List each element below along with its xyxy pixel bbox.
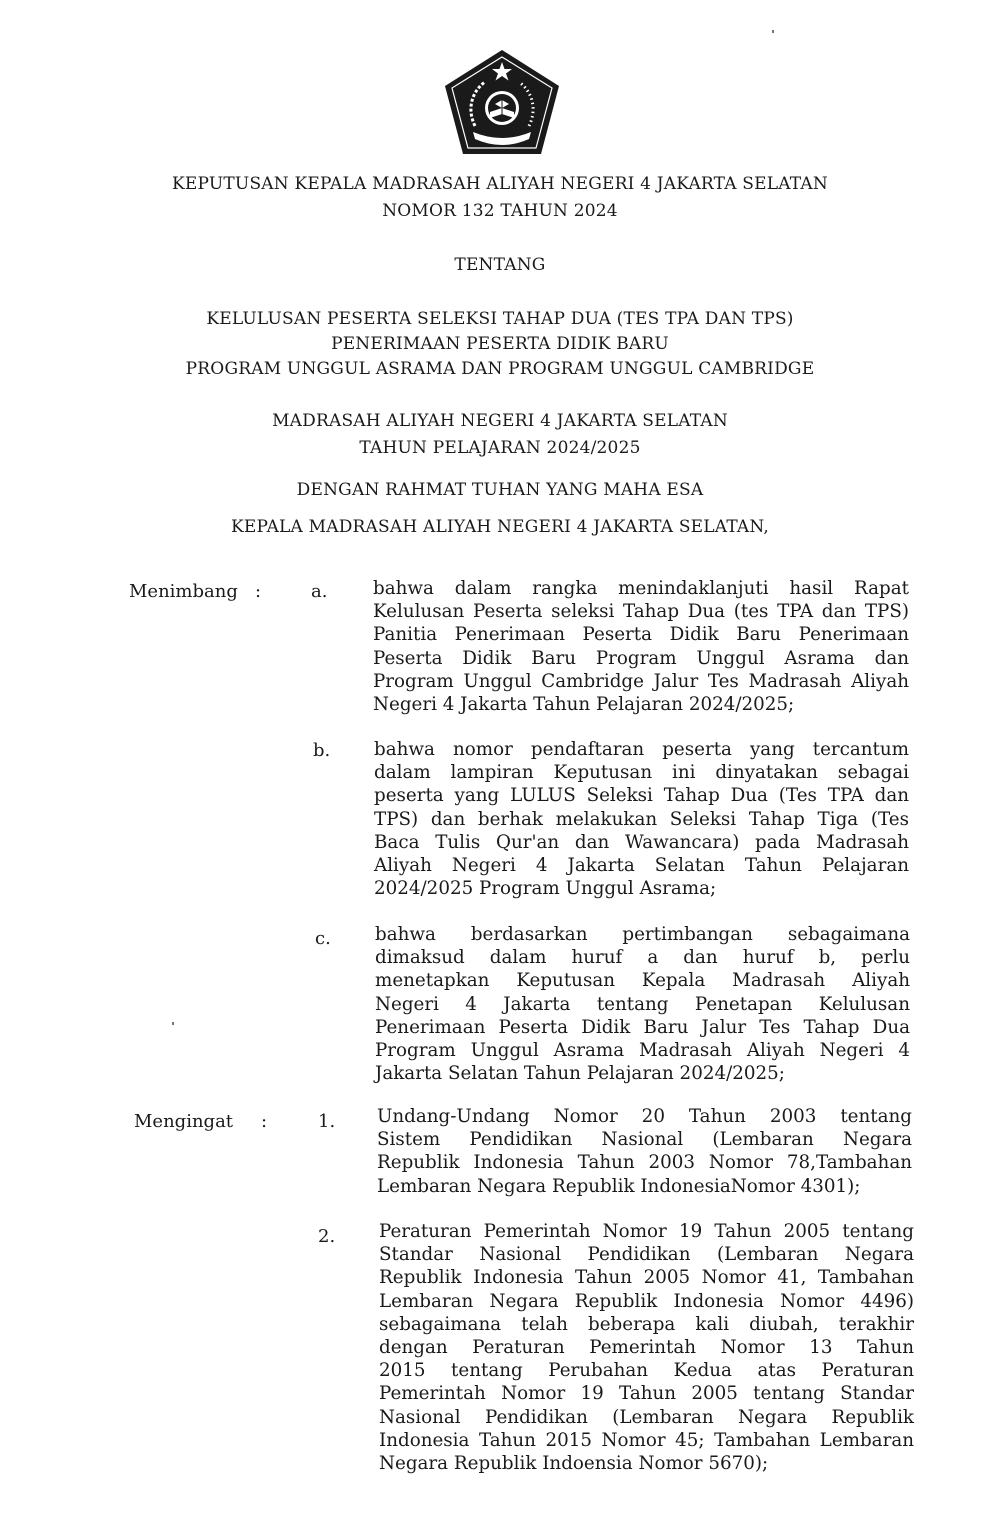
text-line: Sistem Pendidikan Nasional (Lembaran Negara (377, 1129, 912, 1151)
menimbang-item-c (375, 923, 910, 1085)
mengingat-label: Mengingat (134, 1111, 234, 1132)
text-line: Negeri 4 Jakarta Tahun Pelajaran 2024/2025; (373, 694, 795, 716)
text-line: Peserta Didik Baru Program Unggul Asrama dan (373, 647, 909, 669)
text-line: dimaksud dalam huruf a dan huruf b, perlu (375, 947, 910, 969)
text-line: Jakarta Selatan Tahun Pelajaran 2024/2025; (375, 1063, 785, 1085)
text-line: bahwa berdasarkan pertimbangan sebagaimana (375, 924, 910, 945)
menimbang-item-a (373, 577, 909, 716)
mengingat-colon: : (261, 1111, 268, 1132)
text-line: Negeri 4 Jakarta tentang Penetapan Kelulusan (375, 993, 910, 1015)
text-line: 2024/2025 Program Unggul Asrama; (374, 878, 717, 900)
text-line: Program Unggul Cambridge Jalur Tes Madrasah Aliyah (373, 670, 909, 692)
invocation-line: DENGAN RAHMAT TUHAN YANG MAHA ESA (296, 480, 704, 500)
text-line: Negara Republik Indoensia Nomor 5670); (379, 1453, 769, 1475)
school-name: MADRASAH ALIYAH NEGERI 4 JAKARTA SELATAN (272, 411, 728, 431)
text-line: sebagaimana telah beberapa kali diubah, terakhir (379, 1313, 914, 1335)
item-marker: a. (311, 581, 328, 602)
mengingat-item-2 (379, 1220, 914, 1475)
kementerian-agama-emblem-icon (443, 48, 561, 156)
text-line: Republik Indonesia Tahun 2003 Nomor 78,Tambahan (377, 1152, 912, 1174)
text-line: menetapkan Keputusan Kepala Madrasah Aliyah (375, 970, 910, 992)
decree-title: KEPUTUSAN KEPALA MADRASAH ALIYAH NEGERI 4 JAKARTA SELATAN (172, 174, 828, 194)
tentang-heading: TENTANG (454, 255, 546, 275)
text-line: Aliyah Negeri 4 Jakarta Selatan Tahun Pelajaran (374, 855, 909, 877)
subject-line: PROGRAM UNGGUL ASRAMA DAN PROGRAM UNGGUL CAMBRIDGE (185, 359, 815, 379)
subject-line: PENERIMAAN PESERTA DIDIK BARU (331, 334, 669, 354)
text-line: dengan Peraturan Pemerintah Nomor 13 Tahun (379, 1337, 914, 1359)
text-line: TPS) dan berhak melakukan Seleksi Tahap Tiga (Tes (374, 808, 909, 830)
item-marker: c. (315, 928, 331, 949)
text-line: Standar Nasional Pendidikan (Lembaran Negara (379, 1244, 914, 1266)
menimbang-colon: : (255, 581, 262, 602)
text-line: peserta yang LULUS Seleksi Tahap Dua (Tes TPA dan (374, 785, 909, 807)
subject-line: KELULUSAN PESERTA SELEKSI TAHAP DUA (TES TPA DAN TPS) (206, 309, 794, 329)
decree-number: NOMOR 132 TAHUN 2024 (382, 201, 618, 221)
text-line: 2015 tentang Perubahan Kedua atas Peraturan (379, 1360, 914, 1382)
official-title-line: KEPALA MADRASAH ALIYAH NEGERI 4 JAKARTA SELATAN, (230, 517, 770, 537)
text-line: Undang-Undang Nomor 20 Tahun 2003 tentang (377, 1106, 912, 1127)
text-line: Lembaran Negara Republik IndonesiaNomor 4301); (377, 1175, 861, 1197)
mengingat-item-1 (377, 1105, 912, 1198)
menimbang-item-b (374, 738, 909, 900)
text-line: Penerimaan Peserta Didik Baru Jalur Tes Tahap Dua (375, 1016, 910, 1038)
text-line: Peraturan Pemerintah Nomor 19 Tahun 2005 tentang (379, 1221, 914, 1242)
text-line: Pemerintah Nomor 19 Tahun 2005 tentang Standar (379, 1383, 914, 1405)
academic-year: TAHUN PELAJARAN 2024/2025 (359, 438, 641, 458)
item-marker: 1. (318, 1111, 336, 1132)
text-line: dalam lampiran Keputusan ini dinyatakan sebagai (374, 762, 909, 784)
scan-speck (772, 30, 774, 33)
text-line: Republik Indonesia Tahun 2005 Nomor 41, Tambahan (379, 1267, 914, 1289)
text-line: Kelulusan Peserta seleksi Tahap Dua (tes TPA dan TPS) (373, 601, 909, 623)
text-line: Baca Tulis Qur'an dan Wawancara) pada Madrasah (374, 831, 909, 853)
item-marker: b. (313, 740, 331, 761)
item-marker: 2. (318, 1226, 336, 1247)
scan-speck (172, 1022, 174, 1025)
menimbang-label: Menimbang (129, 581, 238, 602)
text-line: Lembaran Negara Republik Indonesia Nomor 4496) (379, 1290, 914, 1312)
text-line: Nasional Pendidikan (Lembaran Negara Republik (379, 1406, 914, 1428)
text-line: bahwa dalam rangka menindaklanjuti hasil Rapat (373, 578, 909, 599)
text-line: Program Unggul Asrama Madrasah Aliyah Negeri 4 (375, 1040, 910, 1062)
text-line: Panitia Penerimaan Peserta Didik Baru Penerimaan (373, 624, 909, 646)
text-line: Indonesia Tahun 2015 Nomor 45; Tambahan Lembaran (379, 1429, 914, 1451)
text-line: bahwa nomor pendaftaran peserta yang tercantum (374, 739, 909, 760)
